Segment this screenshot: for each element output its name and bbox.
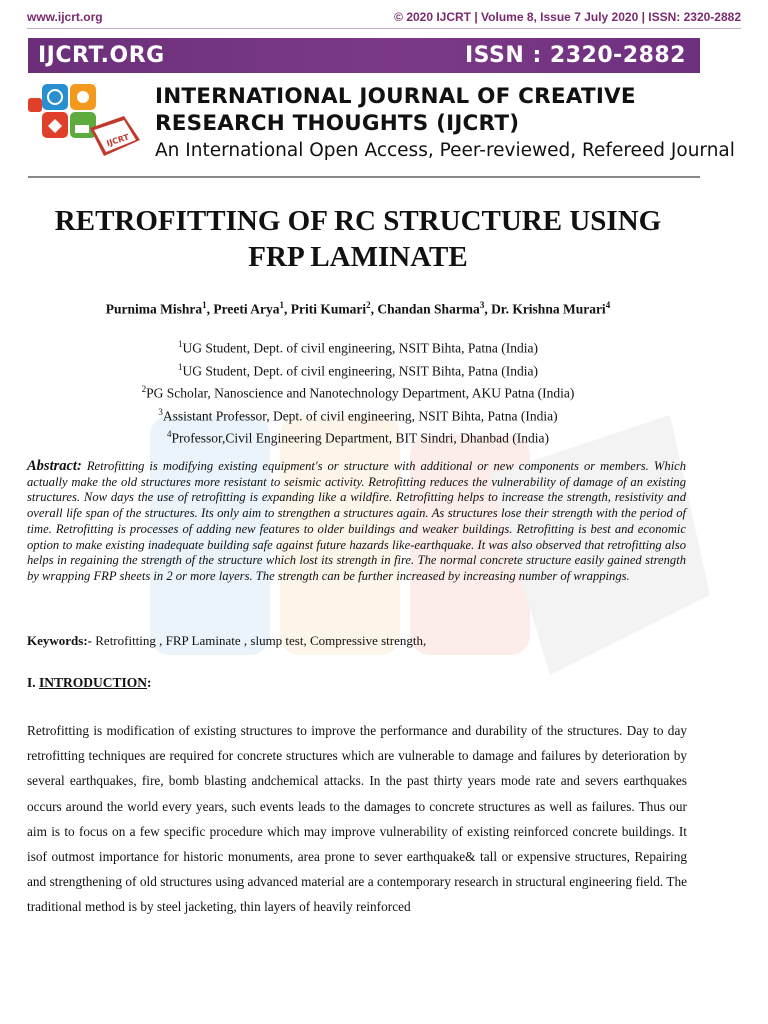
- author-name: Purnima Mishra: [105, 301, 203, 317]
- abstract-label: Abstract:: [27, 458, 82, 474]
- running-header: [27, 10, 741, 26]
- journal-masthead: [155, 83, 735, 164]
- journal-tagline: An International Open Access, Peer-reviewed, Refereed Journal: [155, 140, 735, 161]
- section-title: INTRODUCTION: [39, 675, 148, 690]
- masthead-divider: [28, 176, 700, 178]
- author-affil-mark: 3: [479, 300, 485, 310]
- paper-title: [30, 203, 686, 275]
- introduction-paragraph: Retrofitting is modification of existing structures to improve the performance and durability of the structures. Day to day retrofitting techniques are required for concrete structures which are vulnerable to damage and failures by deterioration by several earthquakes, fire, bomb blasting andchemical attacks. In the past thirty years mode rate and severs earthquakes occurs around the world every years, such events leads to the damages to concrete structures as well as failures. Thus our aim is to focus on a few specific procedure which may improve vulnerability of existing reinforced concrete buildings. It isof outmost importance for historic monuments, area prone to sever earthquake& tall or expensive structures, Repairing and strengthening of old structures using advanced material are a contemporary research in structural engineering field. The traditional method is by steel jacketing, thin layers of heavily reinforced: [27, 723, 687, 915]
- paper-title-line1: RETROFITTING OF RC STRUCTURE USING: [54, 205, 662, 237]
- journal-banner: [28, 38, 700, 73]
- author-name: Dr. Krishna Murari: [491, 301, 606, 317]
- author-affil-mark: 4: [605, 300, 611, 310]
- abstract: [27, 459, 686, 585]
- banner-issn: ISSN : 2320-2882: [464, 43, 686, 68]
- header-divider: [27, 28, 741, 29]
- section-colon: :: [147, 675, 152, 690]
- citation-line: © 2020 IJCRT | Volume 8, Issue 7 July 2020 | ISSN: 2320-2882: [394, 10, 741, 24]
- affiliation-line: $^3$Assistant Professor, Dept. of civil engineering, NSIT Bihta, Patna (India): [158, 406, 558, 423]
- author-name: Preeti Arya: [213, 301, 280, 317]
- affiliation-list: [30, 335, 686, 448]
- banner-site-name: IJCRT.ORG: [38, 43, 165, 68]
- ijcrt-logo-icon: [28, 82, 146, 168]
- journal-website: www.ijcrt.org: [27, 10, 103, 24]
- keywords-label: Keywords:-: [27, 633, 92, 648]
- author-list: Purnima Mishra$^1$, Preeti Arya$^1$, Priti Kumari$^2$, Chandan Sharma$^3$, Dr. Krishna Murari$^4$: [105, 300, 611, 317]
- keywords: [27, 633, 686, 649]
- abstract-text: Retrofitting is modifying existing equipment's or structure with additional or new components or members. Which actually make the old structures more resistant to seismic activity. Retrofitting reduces the vulnerability of damage of an existing structures. Now days the use of retrofitting is expanding like a wildfire. Retrofitting helps to increase the strength, resistivity and overall life span of the structures. Its only aim to strengthen a structures again. As structures lose their strength with the period of time. Retrofitting is processes of adding new features to older buildings and weaker buildings. Retrofitting is best and economic option to make existing inadequate building safe against future hazards like-earthquake. It was also observed that retrofitting also helps in regaining the strength of the structure which lost its strength in fire. The normal concrete structure easily gained strength by wrapping FRP sheets in 2 or more layers. The strength can be further increased by increasing number of wrappings.: [27, 459, 686, 583]
- section-number: I.: [27, 675, 40, 690]
- svg-text:IJCRT: IJCRT: [105, 132, 131, 149]
- author-name: Chandan Sharma: [377, 301, 480, 317]
- author-affil-mark: 1: [279, 300, 285, 310]
- author-affil-mark: 1: [202, 300, 207, 310]
- affiliation-line: $^1$UG Student, Dept. of civil engineering, NSIT Bihta, Patna (India): [177, 361, 539, 378]
- section-heading: [27, 675, 152, 691]
- keywords-text: Retrofitting , FRP Laminate , slump test, Compressive strength,: [92, 633, 427, 648]
- affiliation-line: $^1$UG Student, Dept. of civil engineering, NSIT Bihta, Patna (India): [177, 339, 539, 356]
- affiliation-line: $^2$PG Scholar, Nanoscience and Nanotechnology Department, AKU Patna (India): [141, 384, 575, 401]
- journal-name-line2: RESEARCH THOUGHTS (IJCRT): [155, 111, 520, 136]
- affiliation-line: $^4$Professor,Civil Engineering Department, BIT Sindri, Dhanbad (India): [166, 429, 549, 446]
- author-name: Priti Kumari: [290, 301, 367, 317]
- author-affil-mark: 2: [366, 300, 371, 310]
- paper-title-line2: FRP LAMINATE: [248, 241, 468, 273]
- journal-name-line1: INTERNATIONAL JOURNAL OF CREATIVE: [155, 84, 636, 109]
